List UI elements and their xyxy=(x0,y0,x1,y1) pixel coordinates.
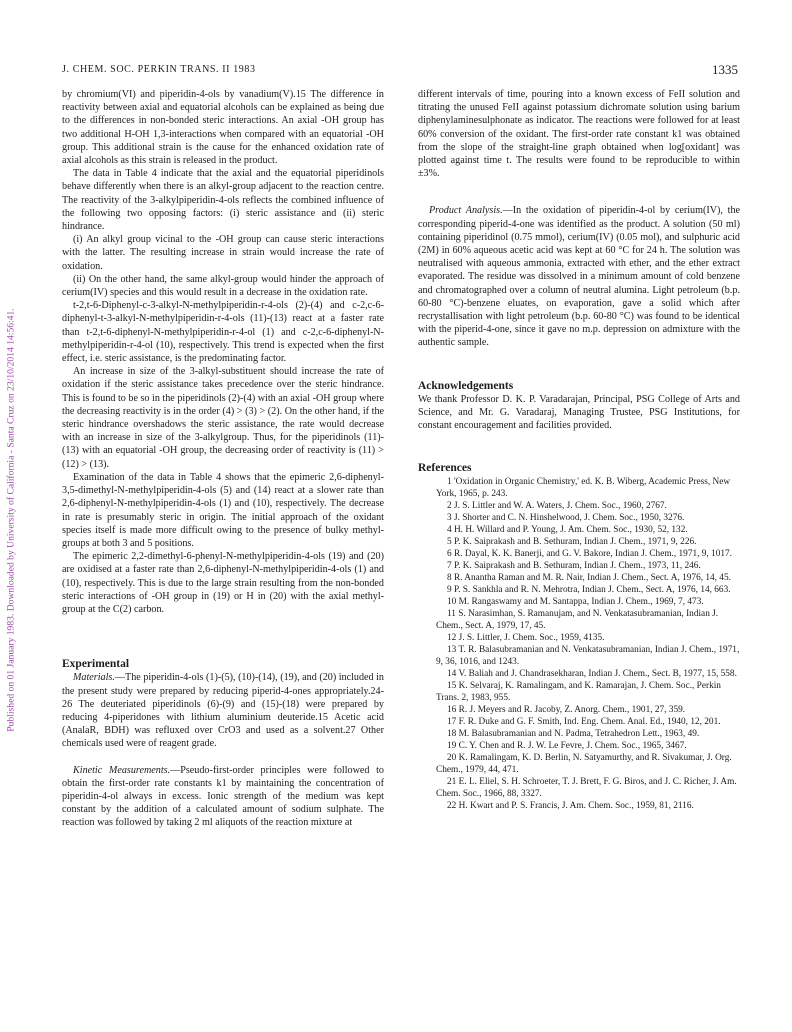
section-title-references: References xyxy=(418,462,472,475)
right-column xyxy=(418,88,740,812)
paragraph: (i) An alkyl group vicinal to the -OH group can cause steric interactions with the latter. The resulting increase in strain would increase the rate of oxidation. xyxy=(62,234,384,272)
subheading: Product Analysis. xyxy=(429,205,503,217)
reference-item: 7 P. K. Saiprakash and B. Sethuram, Indian J. Chem., 1973, 11, 246. xyxy=(447,560,701,571)
download-note: Published on 01 January 1983. Downloaded by University of California - Santa Cruz on 23/10/2014 14:56:41. xyxy=(5,308,17,732)
section-title-acknowledgements: Acknowledgements xyxy=(418,379,514,392)
reference-item: 18 M. Balasubramanian and N. Padma, Tetrahedron Lett., 1963, 49. xyxy=(447,728,700,739)
paragraph: Examination of the data in Table 4 shows that the epimeric 2,6-diphenyl-3,5-dimethyl-N-methylpiperidin-4-ols (5) and (14) react at a slower rate than 2,6-diphenyl-N-methylpiperidin-4-ols (1) and (10), respectively. The decrease in rate is presumably steric in origin. The initial approach of the oxidant species itself is made more difficult owing to the presence of bulky methyl-groups at both 3 and 5 positions. xyxy=(62,471,384,549)
reference-item: 4 H. H. Willard and P. Young, J. Am. Chem. Soc., 1930, 52, 132. xyxy=(447,524,688,535)
paragraph-product-analysis: Product Analysis.—In the oxidation of piperidin-4-ol by cerium(IV), the corresponding piperid-4-one was identified as the product. A solution (50 ml) containing piperidinol (0.75 mmol), cerium(IV) (0.05 mol), and sulphuric acid (2M) in 60% aqueous acetic acid was kept at 60 °C for 24 h. The solution was neutralised with aqueous ammonia, extracted with ether, and the ether extract evaporated. The residue was dissolved in a minimum amount of cold benzene and chromatographed over a column of neutral alumina. Light petroleum (b.p. 60-80 °C)-benzene eluates, on evaporation, gave a solid which after recrystallisation with light petroleum (b.p. 60-80 °C) was found to be identical with the piperid-4-one, since it gave no m.p. depression on admixture with the authentic sample. xyxy=(418,205,740,349)
paragraph: (ii) On the other hand, the same alkyl-group would hinder the approach of cerium(IV) species and this would result in a decrease in the oxidation rate. xyxy=(62,273,384,299)
paragraph: An increase in size of the 3-alkyl-substituent should increase the rate of oxidation if the steric assistance takes precedence over the steric hindrance. This is found to be so in the piperidinols (2)-(4) with an axial -OH group where the decreasing reactivity is in the order (4) > (3) > (2). On the other hand, if the steric hindrance overshadows the steric assistance, the rate would decrease with an increase in size of the 3-alkylgroup. Thus, for the piperidinols (11)-(13) with an equatorial -OH group, the decreasing order of reactivity is (11) > (12) > (13). xyxy=(62,366,384,470)
reference-item: 10 M. Rangaswamy and M. Santappa, Indian J. Chem., 1969, 7, 473. xyxy=(447,596,704,607)
paragraph: We thank Professor D. K. P. Varadarajan, Principal, PSG College of Arts and Science, and Mr. G. Varadaraj, Managing Trustee, PSG Institutions, for constant encouragement and facilities provided. xyxy=(418,393,740,432)
subheading: Materials. xyxy=(73,672,115,684)
reference-item: 19 C. Y. Chen and R. J. W. Le Fevre, J. Chem. Soc., 1965, 3467. xyxy=(447,740,687,751)
reference-item: 8 R. Anantha Raman and M. R. Nair, Indian J. Chem., Sect. A, 1976, 14, 45. xyxy=(447,572,731,583)
paragraph: by chromium(VI) and piperidin-4-ols by vanadium(V).15 The difference in reactivity between axial and equatorial alcohols can be explained as being due to the differences in non-bonded steric interactions. An axial -OH group has two additional H-OH 1,3-interactions when compared with an equatorial -OH group. This additional strain is the cause for the enhanced oxidation rate of axial alcohols as this strain is released in the product. xyxy=(62,89,384,167)
reference-item: 1 'Oxidation in Organic Chemistry,' ed. K. B. Wiberg, Academic Press, New York, 1965, p. 243. xyxy=(436,476,731,499)
reference-item: 15 K. Selvaraj, K. Ramalingam, and K. Ramarajan, J. Chem. Soc., Perkin Trans. 2, 1983, 955. xyxy=(436,680,721,703)
running-head: J. CHEM. SOC. PERKIN TRANS. II 1983 xyxy=(62,64,256,75)
paragraph-materials: Materials.—The piperidin-4-ols (1)-(5), (10)-(14), (19), and (20) included in the present study were prepared by reducing piperid-4-ones appropriately.24-26 The deuteriated piperidinols (6)-(9) and (15)-(18) were prepared by reducing 4-piperidones with lithium aluminium deuteride.15 Acetic acid (AnalaR, BDH) was refluxed over CrO3 and used as a solvent.27 Other chemicals used were of reagent grade. xyxy=(62,672,384,750)
subheading: Kinetic Measurements. xyxy=(73,764,171,776)
reference-item: 14 V. Baliah and J. Chandrasekharan, Indian J. Chem., Sect. B, 1977, 15, 558. xyxy=(447,668,737,679)
reference-item: 9 P. S. Sankhla and R. N. Mehrotra, Indian J. Chem., Sect. A, 1976, 14, 663. xyxy=(447,584,731,595)
paragraph: t-2,t-6-Diphenyl-c-3-alkyl-N-methylpiperidin-r-4-ols (2)-(4) and c-2,c-6-diphenyl-t-3-alkyl-N-methylpiperidin-r-4-ols (11)-(13) react at a faster rate than t-2,t-6-diphenyl-N-methylpiperidin-r-4-ol (1) and c-2,c-6-diphenyl-N-methylpiperidin-r-4-ol (10), respectively. This trend is expected when the first effect, i.e. steric assistance, is the predominating factor. xyxy=(62,300,384,365)
reference-item: 13 T. R. Balasubramanian and N. Venkatasubramanian, Indian J. Chem., 1971, 9, 36, 1016, and 1243. xyxy=(436,644,740,667)
reference-item: 5 P. K. Saiprakash and B. Sethuram, Indian J. Chem., 1971, 9, 226. xyxy=(447,536,697,547)
reference-list xyxy=(418,476,740,812)
reference-item: 21 E. L. Eliel, S. H. Schroeter, T. J. Brett, F. G. Biros, and J. C. Richer, J. Am. Chem. Soc., 1966, 88, 3327. xyxy=(436,776,737,799)
left-column xyxy=(62,88,384,830)
reference-item: 20 K. Ramalingam, K. D. Berlin, N. Satyamurthy, and R. Sivakumar, J. Org. Chem., 1979, 44, 471. xyxy=(436,752,732,775)
reference-item: 17 F. R. Duke and G. F. Smith, Ind. Eng. Chem. Anal. Ed., 1940, 12, 201. xyxy=(447,716,721,727)
reference-item: 2 J. S. Littler and W. A. Waters, J. Chem. Soc., 1960, 2767. xyxy=(447,500,667,511)
paragraph: different intervals of time, pouring into a known excess of FeII solution and titrating the unused FeII against potassium dichromate solution using barium diphenylaminesulphonate as indicator. The reactions were followed for at least 60% conversion of the oxidant. The first-order rate constant k1 was obtained from the slope of the straight-line graph obtained when log[oxidant] was plotted against time t. The results were found to be reproducible to within ±3%. xyxy=(418,89,740,180)
page-header xyxy=(62,64,738,78)
section-title-experimental: Experimental xyxy=(62,658,130,671)
reference-item: 22 H. Kwart and P. S. Francis, J. Am. Chem. Soc., 1959, 81, 2116. xyxy=(447,800,694,811)
reference-item: 12 J. S. Littler, J. Chem. Soc., 1959, 4135. xyxy=(447,632,605,643)
reference-item: 11 S. Narasimhan, S. Ramanujam, and N. Venkatasubramanian, Indian J. Chem., Sect. A, 1979, 17, 45. xyxy=(436,608,719,631)
reference-item: 16 R. J. Meyers and R. Jacoby, Z. Anorg. Chem., 1901, 27, 359. xyxy=(447,704,686,715)
paragraph-kinetics: Kinetic Measurements.—Pseudo-first-order principles were followed to obtain the first-order rate constants k1 by maintaining the concentration of piperidin-4-ol always in excess. Ionic strength of the medium was kept constant by the addition of a calculated amount of sodium sulphate. The reaction was followed by taking 2 ml aliquots of the reaction mixture at xyxy=(62,764,384,829)
reference-item: 6 R. Dayal, K. K. Banerji, and G. V. Bakore, Indian J. Chem., 1971, 9, 1017. xyxy=(447,548,732,559)
page-number: 1335 xyxy=(712,62,738,77)
reference-item: 3 J. Shorter and C. N. Hinshelwood, J. Chem. Soc., 1950, 3276. xyxy=(447,512,685,523)
paragraph: The data in Table 4 indicate that the axial and the equatorial piperidinols behave differently when there is an alkyl-group adjacent to the reaction centre. The reactivity of the 3-alkylpiperidin-4-ols reflects the combined influence of the following two opposing factors: (i) steric assistance and (ii) steric hindrance. xyxy=(62,168,384,233)
paragraph: The epimeric 2,2-dimethyl-6-phenyl-N-methylpiperidin-4-ols (19) and (20) are oxidised at a faster rate than 2,6-diphenyl-N-methylpiperidin-4-ols (1) and (10), respectively. This is due to the large strain resulting from the non-bonded steric interactions of -OH group in (19) or H in (20) with the axial methyl-group at the C(2) carbon. xyxy=(62,551,384,615)
download-watermark xyxy=(0,0,22,1032)
